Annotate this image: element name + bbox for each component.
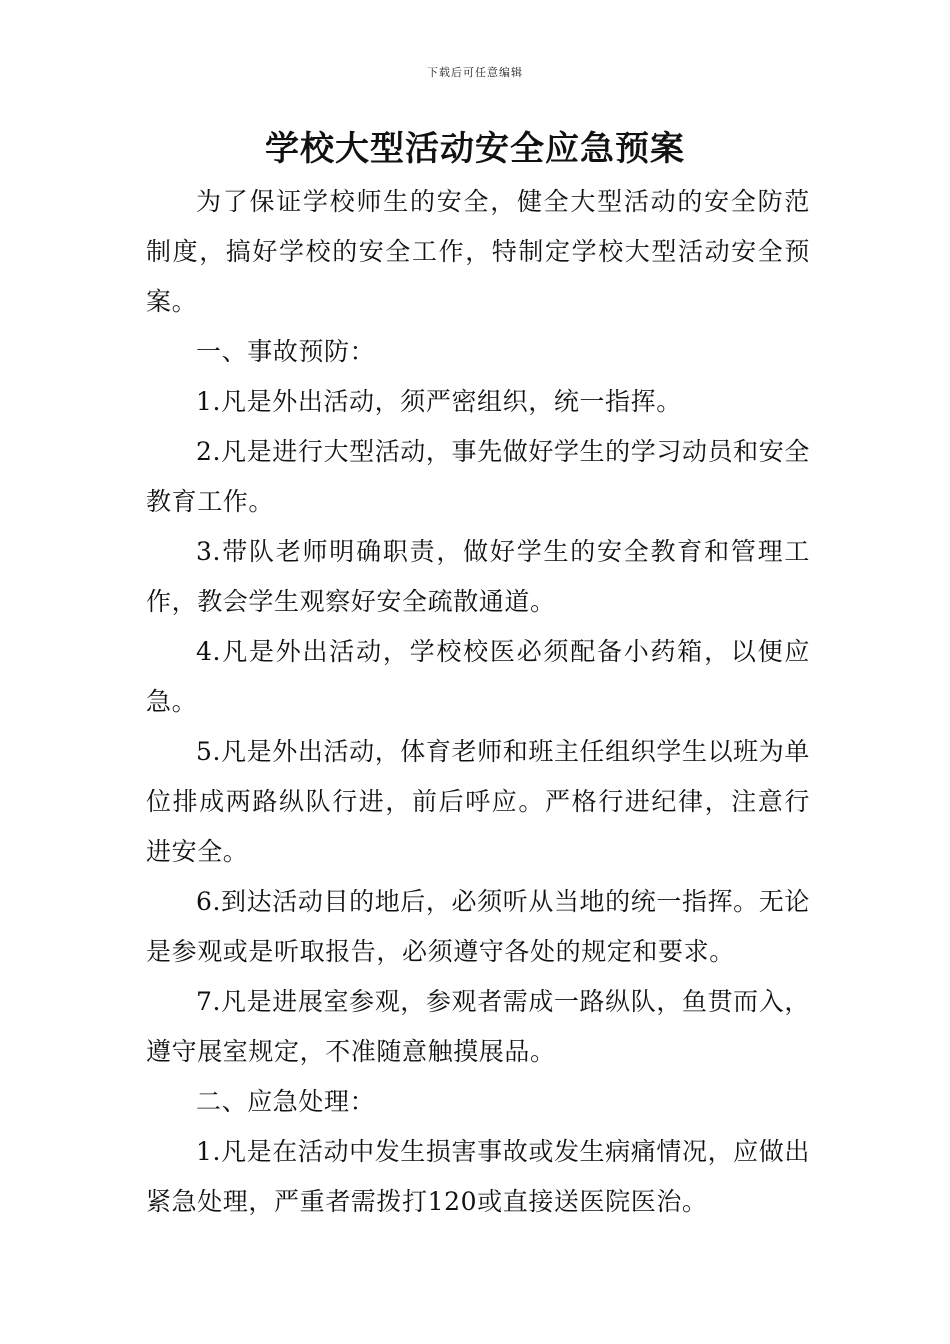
- intro-paragraph: 为了保证学校师生的安全，健全大型活动的安全防范制度，搞好学校的安全工作，特制定学校大型活动安全预案。: [146, 187, 810, 316]
- section-heading-prevention: 一、事故预防：: [196, 337, 376, 366]
- list-item: 3.带队老师明确职责，做好学生的安全教育和管理工作，教会学生观察好安全疏散通道。: [146, 537, 810, 616]
- list-item: 1.凡是外出活动，须严密组织，统一指挥。: [196, 387, 682, 416]
- list-item: 7.凡是进展室参观，参观者需成一路纵队，鱼贯而入，遵守展室规定，不准随意触摸展品。: [146, 987, 810, 1066]
- list-item: 6.到达活动目的地后，必须听从当地的统一指挥。无论是参观或是听取报告，必须遵守各处的规定和要求。: [146, 887, 810, 966]
- document-title: 学校大型活动安全应急预案: [265, 129, 685, 169]
- list-item: 2.凡是进行大型活动，事先做好学生的学习动员和安全教育工作。: [146, 437, 810, 516]
- list-item: 4.凡是外出活动，学校校医必须配备小药箱，以便应急。: [146, 637, 810, 716]
- list-item: 1.凡是在活动中发生损害事故或发生病痛情况，应做出紧急处理，严重者需拨打120或直接送医院医治。: [146, 1137, 810, 1216]
- section-heading-emergency: 二、应急处理：: [196, 1087, 376, 1116]
- header-note: 下载后可任意编辑: [427, 66, 523, 79]
- document-body: [146, 177, 810, 1227]
- list-item: 5.凡是外出活动，体育老师和班主任组织学生以班为单位排成两路纵队行进，前后呼应。严格行进纪律，注意行进安全。: [146, 737, 810, 866]
